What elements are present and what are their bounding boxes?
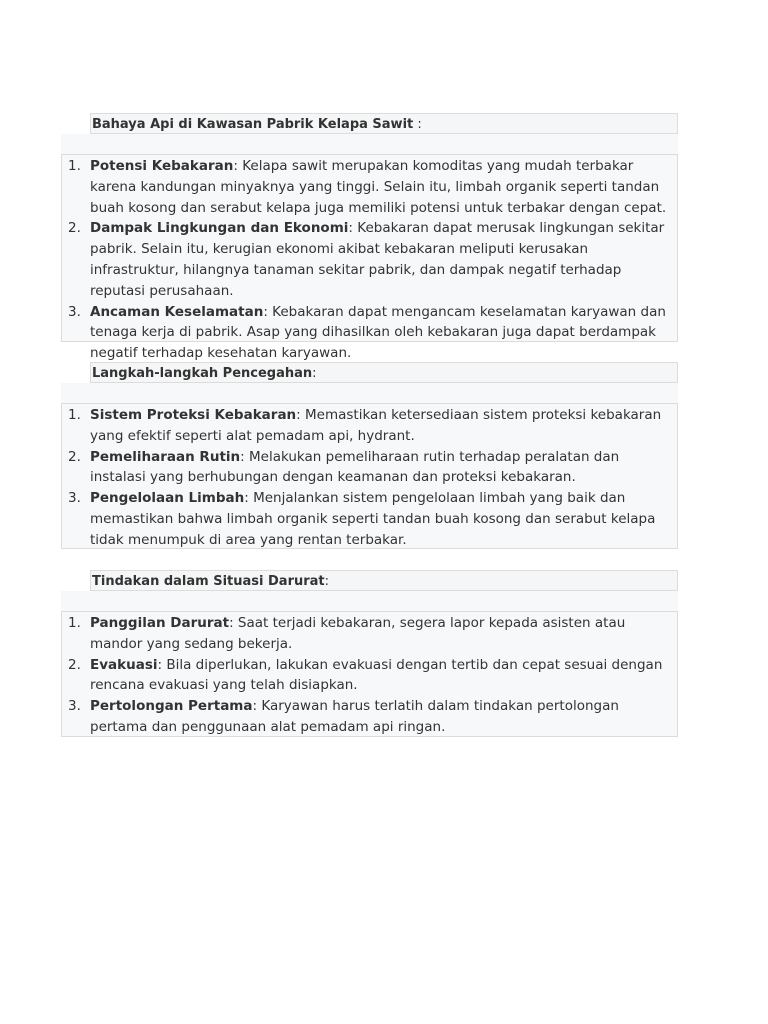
list-item-separator: :	[252, 698, 258, 715]
section-list-box	[61, 611, 678, 737]
list-item	[62, 405, 677, 447]
section-heading	[90, 113, 678, 134]
list-item-term: Evakuasi	[90, 656, 158, 673]
list-item-term: Pemeliharaan Rutin	[90, 448, 241, 465]
section-list-box	[61, 403, 678, 549]
section-spacer	[61, 591, 678, 611]
list-item-number: 2.	[68, 220, 81, 237]
list-item	[62, 302, 677, 364]
section-spacer	[61, 134, 678, 154]
list-item	[62, 218, 677, 301]
list-item-text: Menjalankan sistem pengelolaan limbah yang baik dan memastikan bahwa limbah organik seperti tandan buah kosong dan serabut kelapa tidak menumpuk di area yang rentan terbakar.	[90, 490, 656, 548]
list-item-number: 1.	[68, 158, 81, 174]
list-item-text: Memastikan ketersediaan sistem proteksi kebakaran yang efektif seperti alat pemadam api, hydrant.	[90, 407, 662, 444]
list-item-text: Melakukan pemeliharaan rutin terhadap peralatan dan instalasi yang berhubungan dengan keamanan dan proteksi kebakaran.	[90, 448, 620, 486]
list-item-number: 3.	[68, 490, 81, 507]
list-item	[62, 156, 677, 218]
section-heading	[90, 570, 678, 591]
list-item-separator: :	[263, 303, 268, 320]
list-item-separator: :	[157, 656, 163, 673]
list-item-term: Potensi Kebakaran	[90, 158, 234, 174]
list-item-term: Panggilan Darurat	[90, 615, 230, 631]
list-item	[62, 655, 677, 697]
list-item-term: Pengelolaan Limbah	[90, 490, 245, 507]
list-item-text: Kebakaran dapat merusak lingkungan sekitar pabrik. Selain itu, kerugian ekonomi akibat kebakaran meliputi kerusakan infrastruktur, hilangnya tanaman sekitar pabrik, dan dampak negatif terhadap reputasi perusahaan.	[90, 220, 665, 299]
list-item	[62, 447, 677, 489]
list-item-number: 2.	[68, 448, 81, 465]
list-item-text: Kebakaran dapat mengancam keselamatan karyawan dan tenaga kerja di pabrik. Asap yang dihasilkan oleh kebakaran juga dapat berdampak negatif terhadap kesehatan karyawan.	[90, 303, 666, 362]
list-item-text: Saat terjadi kebakaran, segera lapor kepada asisten atau mandor yang sedang bekerja.	[90, 615, 626, 652]
list-item-separator: :	[240, 448, 245, 465]
section-heading-suffix: :	[312, 366, 317, 381]
list-item-number: 1.	[68, 407, 81, 423]
section-heading-text: Langkah-langkah Pencegahan	[92, 366, 313, 381]
list-item-text: Kelapa sawit merupakan komoditas yang mudah terbakar karena kandungan minyaknya yang tinggi. Selain itu, limbah organik seperti tandan buah kosong dan serabut kelapa juga memiliki potensi untuk terbakar dengan cepat.	[90, 158, 667, 216]
list-item-separator: :	[296, 407, 301, 423]
list-item-separator: :	[244, 490, 249, 507]
list-item-separator: :	[229, 615, 234, 631]
section-list-box	[61, 154, 678, 362]
list-item-text: Bila diperlukan, lakukan evakuasi dengan tertib dan cepat sesuai dengan rencana evakuasi yang telah disiapkan.	[90, 656, 663, 694]
list-item-term: Pertolongan Pertama	[90, 698, 253, 715]
section-heading	[90, 362, 678, 383]
list-item	[62, 488, 677, 550]
list-item	[62, 696, 677, 738]
numbered-list	[62, 156, 677, 364]
list-item-number: 3.	[68, 303, 81, 320]
section-heading-text: Bahaya Api di Kawasan Pabrik Kelapa Sawit	[92, 117, 414, 132]
list-item-term: Sistem Proteksi Kebakaran	[90, 407, 297, 423]
list-item	[62, 613, 677, 655]
list-item-separator: :	[233, 158, 238, 174]
list-item-number: 2.	[68, 656, 81, 673]
section-heading-text: Tindakan dalam Situasi Darurat	[92, 574, 325, 589]
list-item-separator: :	[348, 220, 353, 237]
section-spacer	[61, 383, 678, 403]
list-item-term: Dampak Lingkungan dan Ekonomi	[90, 220, 349, 237]
list-item-term: Ancaman Keselamatan	[90, 303, 264, 320]
numbered-list	[62, 405, 677, 551]
list-item-number: 3.	[68, 698, 81, 715]
section-heading-suffix: :	[413, 117, 422, 132]
section-heading-suffix: :	[324, 574, 330, 589]
list-item-number: 1.	[68, 615, 81, 631]
list-item-text: Karyawan harus terlatih dalam tindakan pertolongan pertama dan penggunaan alat pemadam api ringan.	[90, 698, 619, 735]
numbered-list	[62, 613, 677, 738]
